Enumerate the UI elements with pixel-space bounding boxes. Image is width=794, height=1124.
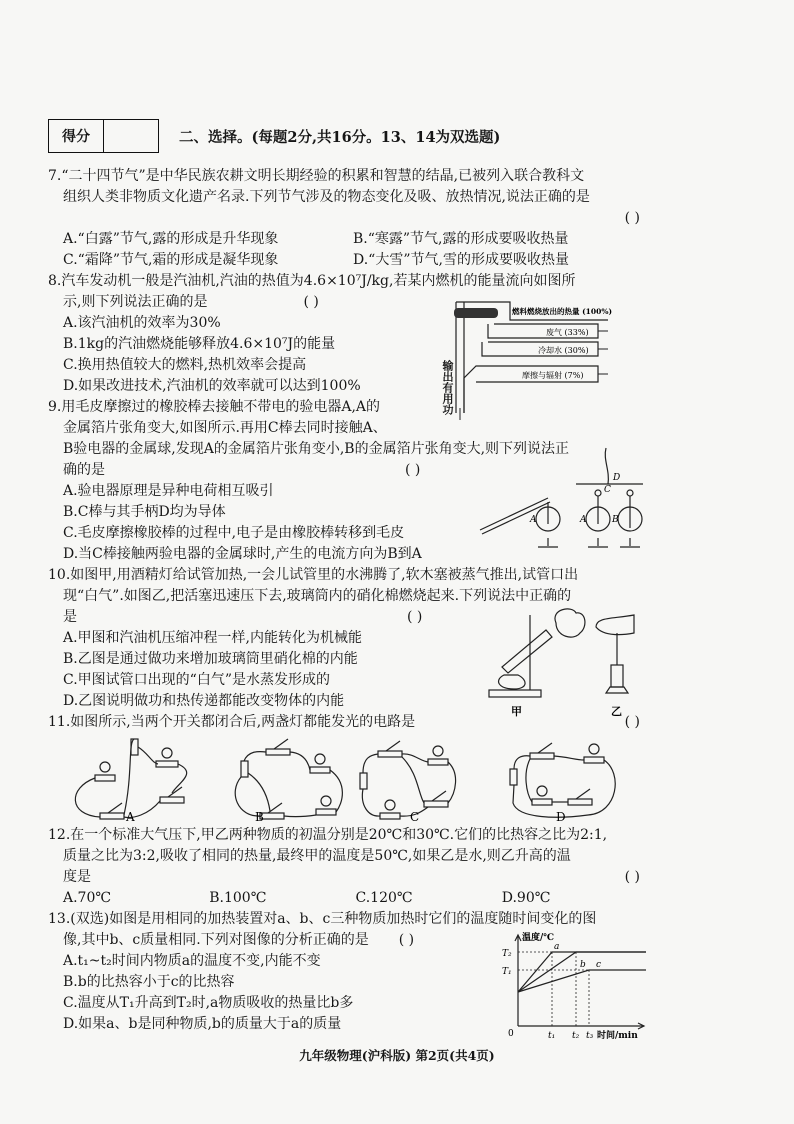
friction-label: 摩擦与辐射 (7%) [522, 371, 584, 380]
experiment-figure [484, 605, 654, 725]
option-a: A.甲图和汽油机压缩冲程一样,内能转化为机械能 [63, 630, 363, 646]
question-text: 确的是 [63, 462, 105, 478]
option-d: D.90℃ [501, 890, 551, 906]
time1-label: t₁ [548, 1031, 556, 1041]
circuit-label-c: C [410, 810, 420, 824]
t1-label: T₁ [502, 967, 512, 977]
question-text: 12.在一个标准大气压下,甲乙两种物质的初温分别是20℃和30℃.它们的比热容之比为2:1, [48, 827, 608, 843]
question-text: B验电器的金属球,发现A的金属箔片张角变小,B的金属箔片张角变大,则下列说法正 [63, 441, 570, 457]
option-c: C.换用热值较大的燃料,热机效率会提高 [63, 357, 307, 373]
answer-paren[interactable]: ( ) [398, 932, 415, 948]
circuit-diagrams [48, 733, 648, 825]
question-text: 13.(双选)如图是用相同的加热装置对a、b、c三种物质加热时它们的温度随时间变化的图 [48, 911, 597, 927]
circuit-c [360, 741, 456, 819]
option-b: B.乙图是通过做功来增加玻璃筒里硝化棉的内能 [63, 651, 358, 667]
option-c: C.毛皮摩擦橡胶棒的过程中,电子是由橡胶棒转移到毛皮 [63, 525, 405, 541]
curve-b-label: b [580, 960, 586, 970]
cooling-label: 冷却水 (30%) [538, 346, 589, 355]
option-b: B.1kg的汽油燃烧能够释放4.6×10⁷J的能量 [63, 336, 336, 352]
label-d: D [613, 473, 621, 483]
x-axis-label: 时间/min [597, 1031, 638, 1041]
circuit-b [235, 739, 342, 819]
label-yi: 乙 [611, 705, 622, 718]
option-d: D.“大雪”节气,雪的形成要吸收热量 [353, 252, 569, 268]
useful-work-label: 输出有用功 [441, 360, 454, 415]
question-7 [48, 166, 648, 271]
question-text: 组织人类非物质文化遗产名录.下列节气涉及的物态变化及吸、放热情况,说法正确的是 [63, 189, 590, 205]
option-c: C.温度从T₁升高到T₂时,a物质吸收的热量比b多 [63, 995, 354, 1011]
answer-paren[interactable]: ( ) [405, 462, 421, 478]
page-footer: 九年级物理(沪科版) 第2页(共4页) [299, 1048, 495, 1063]
answer-paren[interactable]: ( ) [407, 609, 423, 625]
section-title: 二、选择。(每题2分,共16分。13、14为双选题) [179, 128, 501, 146]
label-jia: 甲 [511, 705, 522, 718]
option-a: A.“白露”节气,露的形成是升华现象 [63, 231, 279, 247]
option-b: B.“寒露”节气,露的形成要吸收热量 [353, 231, 569, 247]
car-icon [454, 308, 498, 318]
circuit-figures [48, 733, 648, 825]
option-a: A.该汽油机的效率为30% [63, 315, 221, 331]
time2-label: t₂ [572, 1031, 580, 1041]
series-c [518, 970, 646, 992]
total-heat-label: 燃料燃烧放出的热量 (100%) [512, 307, 612, 316]
y-axis-label: 温度/℃ [522, 933, 555, 943]
option-b: B.100℃ [209, 890, 267, 906]
option-a: A.70℃ [63, 890, 112, 906]
t2-label: T₂ [502, 949, 512, 959]
questions [48, 166, 648, 1035]
section-header [48, 120, 500, 152]
option-b: B.C棒与其手柄D均为导体 [63, 504, 226, 520]
option-c: C.“霜降”节气,霜的形成是凝华现象 [63, 252, 279, 268]
curve-a-label: a [554, 942, 560, 952]
option-b: B.b的比热容小于c的比热容 [63, 974, 235, 990]
question-text: 8.汽车发动机一般是汽油机,汽油的热值为4.6×10⁷J/kg,若某内燃机的能量流向如图所 [48, 273, 576, 289]
circuit-label-b: B [255, 810, 264, 824]
option-d: D.当C棒接触两验电器的金属球时,产生的电流方向为B到A [63, 546, 422, 562]
label-c: C [604, 485, 611, 495]
option-c: C.120℃ [355, 890, 413, 906]
circuit-label-d: D [556, 810, 566, 824]
question-text: 像,其中b、c质量相同.下列对图像的分析正确的是 [63, 932, 369, 948]
answer-paren[interactable]: ( ) [303, 294, 319, 310]
question-text: 金属箔片张角变大,如图所示.再用C棒去同时接触A、 [63, 420, 387, 436]
answer-paren[interactable]: ( ) [624, 869, 640, 885]
option-a: A.t₁~t₂时间内物质a的温度不变,内能不变 [63, 953, 321, 969]
exhaust-label: 废气 (33%) [546, 328, 589, 337]
option-a: A.验电器原理是异种电荷相互吸引 [63, 483, 274, 499]
question-text: 度是 [63, 869, 91, 885]
score-box [48, 119, 159, 153]
question-text: 是 [63, 609, 77, 625]
label-a2: A [580, 515, 587, 525]
circuit-label-a: A [126, 810, 135, 824]
circuit-d [510, 743, 615, 817]
question-text: 现“白气”.如图乙,把活塞迅速压下去,玻璃筒内的硝化棉燃烧起来.下列说法中正确的 [63, 588, 572, 604]
energy-flow-diagram [448, 298, 658, 423]
time3-label: t₃ [586, 1031, 594, 1041]
label-a1: A [530, 515, 537, 525]
question-text: 7.“二十四节气”是中华民族农耕文明长期经验的积累和智慧的结晶,已被列入联合教科文 [48, 168, 585, 184]
circuit-a [75, 739, 186, 819]
label-b: B [612, 515, 619, 525]
origin-label: 0 [508, 1029, 514, 1039]
curve-c-label: c [596, 960, 602, 970]
option-d: D.如果改进技术,汽油机的效率就可以达到100% [63, 378, 361, 394]
option-c: C.甲图试管口出现的“白气”是水蒸发形成的 [63, 672, 330, 688]
question-text: 示,则下列说法正确的是 [63, 294, 208, 310]
question-11 [48, 712, 648, 825]
option-d: D.乙图说明做功和热传递都能改变物体的内能 [63, 693, 345, 709]
question-text: 11.如图所示,当两个开关都闭合后,两盏灯都能发光的电路是 [48, 714, 416, 730]
question-text: 9.用毛皮摩擦过的橡胶棒去接触不带电的验电器A,A的 [48, 399, 381, 415]
option-d: D.如果a、b是同种物质,b的质量大于a的质量 [63, 1016, 342, 1032]
question-text: 质量之比为3:2,吸收了相同的热量,最终甲的温度是50℃,如果乙是水,则乙升高的温 [63, 848, 571, 864]
answer-paren[interactable]: ( ) [624, 210, 640, 226]
electroscope-figure [478, 440, 648, 550]
answer-paren[interactable]: ( ) [624, 714, 640, 730]
question-text: 10.如图甲,用酒精灯给试管加热,一会儿试管里的水沸腾了,软木塞被蒸气推出,试管口出 [48, 567, 579, 583]
temperature-time-graph [496, 930, 656, 1042]
question-12 [48, 825, 648, 909]
score-field[interactable] [104, 120, 158, 152]
score-label: 得分 [49, 120, 104, 152]
